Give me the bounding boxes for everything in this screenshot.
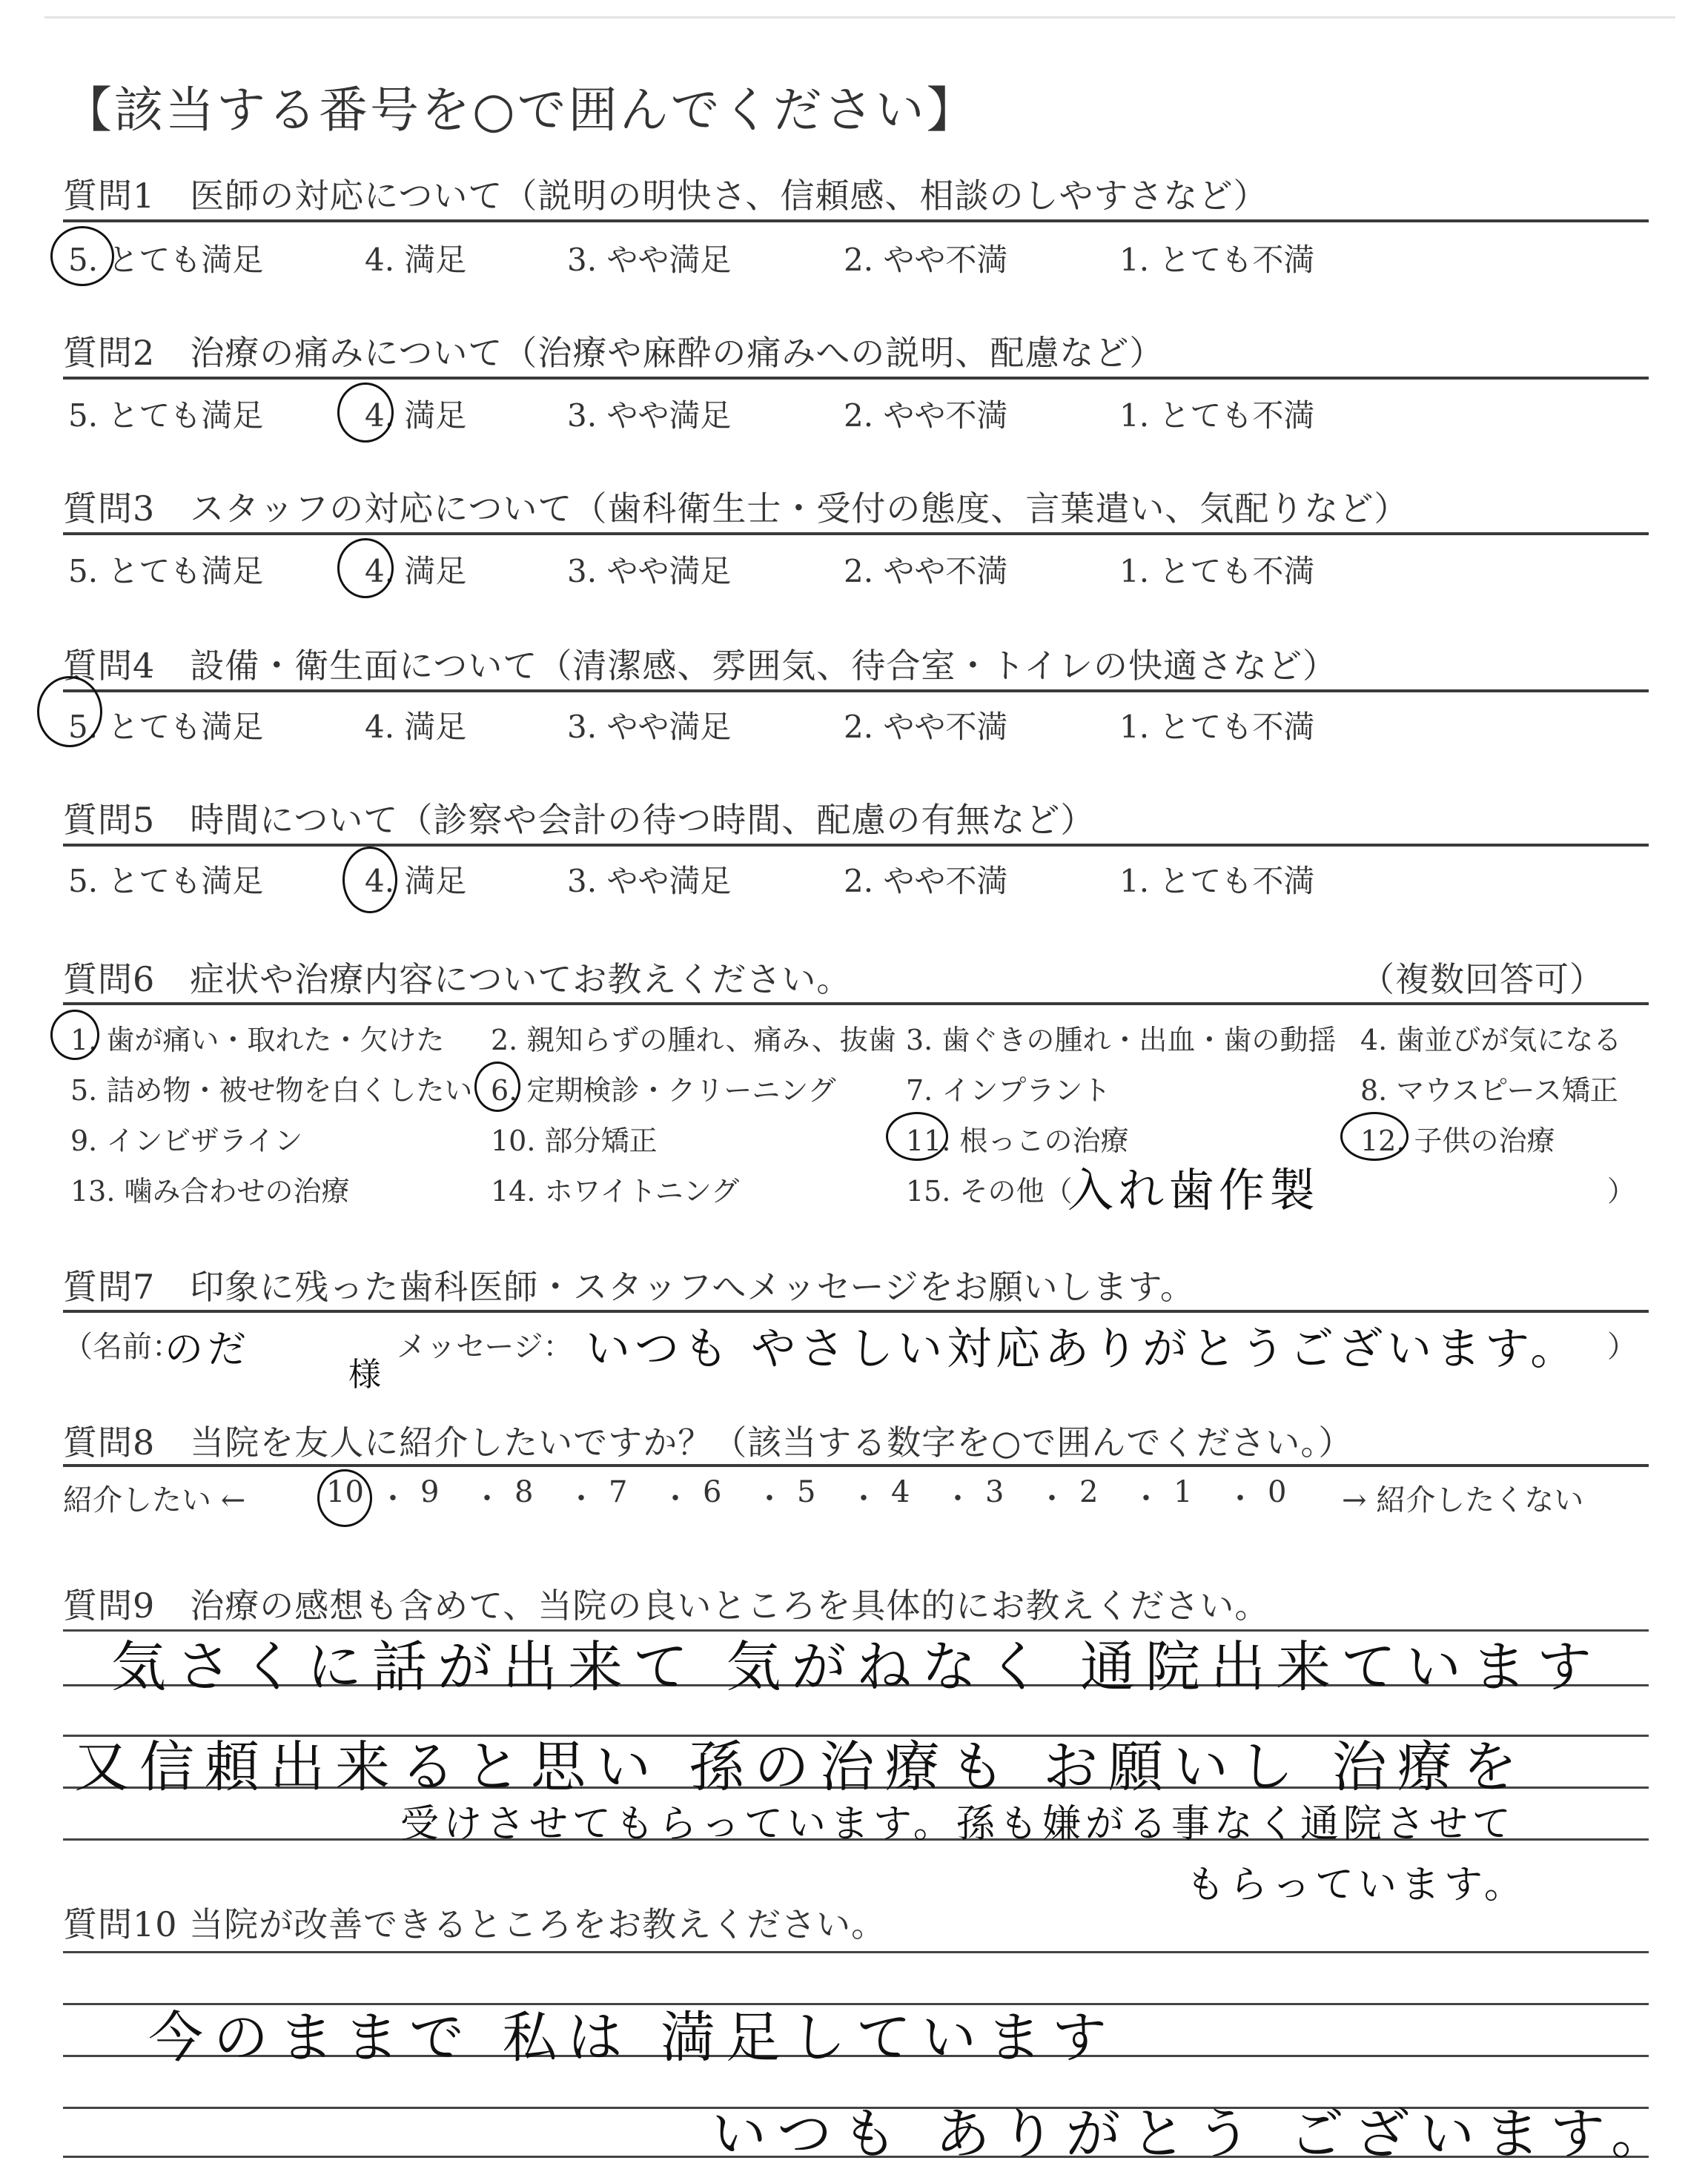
q6-choice-11[interactable]: 11. 根っこの治療 (906, 1125, 1129, 1157)
recommend-score-9[interactable]: 9 (420, 1475, 440, 1509)
q6-choice-10[interactable]: 10. 部分矯正 (491, 1125, 658, 1157)
page-title: 【該当する番号を○で囲んでください】 (63, 82, 978, 139)
q4-option-2[interactable]: 2. やや不満 (844, 709, 1008, 745)
q6-choice-14[interactable]: 14. ホワイトニング (491, 1175, 740, 1208)
scale-separator-dot: ・ (943, 1482, 973, 1516)
q7-name-handwritten: のだ (165, 1328, 251, 1372)
question-4: 質問4 設備・衛生面について（清潔感、雰囲気、待合室・トイレの快適さなど） (63, 646, 1338, 686)
recommend-score-0[interactable]: 0 (1268, 1475, 1287, 1509)
recommend-score-6[interactable]: 6 (703, 1475, 722, 1509)
q10-handwritten-1: 今のままで 私は 満足しています (148, 2006, 1118, 2070)
scale-separator-dot: ・ (661, 1482, 690, 1516)
q5-option-1[interactable]: 1. とても不満 (1119, 863, 1315, 899)
scale-separator-dot: ・ (755, 1482, 784, 1516)
recommend-score-4[interactable]: 4 (891, 1475, 910, 1509)
q6-choice-12[interactable]: 12. 子供の治療 (1360, 1125, 1555, 1157)
q6-choice-8[interactable]: 8. マウスピース矯正 (1360, 1074, 1618, 1107)
rule-q2 (63, 377, 1649, 380)
q2-option-1[interactable]: 1. とても不満 (1119, 397, 1315, 434)
scale-separator-dot: ・ (1225, 1482, 1255, 1516)
question-10: 質問10 当院が改善できるところをお教えください。 (63, 1904, 887, 1944)
q9-handwritten-4: もらっています。 (1186, 1863, 1527, 1907)
recommend-score-7[interactable]: 7 (609, 1475, 628, 1509)
scale-separator-dot: ・ (472, 1482, 502, 1516)
question-9: 質問9 治療の感想も含めて、当院の良いところを具体的にお教えください。 (63, 1586, 1270, 1626)
q9-handwritten-3: 受けさせてもらっています。孫も嫌がる事なく通院させて (400, 1802, 1515, 1847)
question-5: 質問5 時間について（診察や会計の待つ時間、配慮の有無など） (63, 800, 1096, 840)
q6-other-handwritten: 入れ歯作製 (1068, 1163, 1320, 1217)
rule-q1 (63, 219, 1649, 222)
recommend-right-label: → 紹介したくない (1342, 1483, 1584, 1517)
q1-option-3[interactable]: 3. やや満足 (567, 242, 732, 278)
rule-q5 (63, 844, 1649, 847)
q5-option-3[interactable]: 3. やや満足 (567, 863, 732, 899)
rule-q6 (63, 1002, 1649, 1005)
q4-option-4[interactable]: 4. 満足 (365, 709, 467, 745)
q6-choice-5[interactable]: 5. 詰め物・被せ物を白くしたい (70, 1074, 473, 1107)
scale-separator-dot: ・ (1131, 1482, 1161, 1516)
q7-name-honorific: 様 (348, 1356, 385, 1394)
q3-option-3[interactable]: 3. やや満足 (567, 553, 732, 589)
recommend-left-label: 紹介したい ← (63, 1483, 246, 1517)
q1-option-4[interactable]: 4. 満足 (365, 242, 467, 278)
q4-answer-circle (37, 676, 102, 747)
scale-separator-dot: ・ (849, 1482, 878, 1516)
q3-option-5[interactable]: 5. とても満足 (68, 553, 264, 589)
q7-close: ） (1607, 1330, 1637, 1364)
question-7: 質問7 印象に残った歯科医師・スタッフへメッセージをお願いします。 (63, 1267, 1195, 1307)
question-6: 質問6 症状や治療内容についてお教えください。 (63, 959, 852, 999)
q5-answer-circle (342, 847, 397, 913)
rule-q3 (63, 532, 1649, 535)
q6-choice-9[interactable]: 9. インビザライン (70, 1125, 303, 1157)
q6-choice-4[interactable]: 4. 歯並びが気になる (1360, 1024, 1622, 1056)
q2-option-3[interactable]: 3. やや満足 (567, 397, 732, 434)
scale-separator-dot: ・ (566, 1482, 596, 1516)
q9-handwritten-2: 又信頼出来ると思い 孫の治療も お願いし 治療を (74, 1735, 1528, 1799)
q2-option-4[interactable]: 4. 満足 (365, 397, 467, 434)
q3-option-4[interactable]: 4. 満足 (365, 553, 467, 589)
q5-option-2[interactable]: 2. やや不満 (844, 863, 1008, 899)
q2-option-5[interactable]: 5. とても満足 (68, 397, 264, 434)
scale-separator-dot: ・ (378, 1482, 408, 1516)
q1-option-5[interactable]: 5. とても満足 (68, 242, 264, 278)
q7-message-handwritten: いつも やさしい対応ありがとうございます。 (586, 1323, 1580, 1375)
q6-choice-6[interactable]: 6. 定期検診・クリーニング (491, 1074, 836, 1107)
multiple-answers-note: （複数回答可） (1360, 959, 1604, 999)
rule-q7 (63, 1310, 1649, 1313)
q6-choice-3[interactable]: 3. 歯ぐきの腫れ・出血・歯の動揺 (906, 1024, 1337, 1056)
q1-answer-circle (50, 226, 114, 286)
q5-option-4[interactable]: 4. 満足 (365, 863, 467, 899)
question-1: 質問1 医師の対応について（説明の明快さ、信頼感、相談のしやすさなど） (63, 176, 1268, 216)
q1-option-2[interactable]: 2. やや不満 (844, 242, 1008, 278)
q4-option-3[interactable]: 3. やや満足 (567, 709, 732, 745)
q7-name-label: （名前： (63, 1330, 182, 1364)
q6-circle-1 (50, 1010, 99, 1060)
q4-option-5[interactable]: 5. とても満足 (68, 709, 264, 745)
scale-separator-dot: ・ (1037, 1482, 1067, 1516)
q2-answer-circle (337, 383, 394, 443)
q5-option-5[interactable]: 5. とても満足 (68, 863, 264, 899)
q4-option-1[interactable]: 1. とても不満 (1119, 709, 1315, 745)
q3-answer-circle (337, 538, 394, 598)
q6-choice-2[interactable]: 2. 親知らずの腫れ、痛み、抜歯 (491, 1024, 896, 1056)
q10-line-1 (63, 1951, 1649, 1953)
recommend-score-2[interactable]: 2 (1079, 1475, 1099, 1509)
question-2: 質問2 治療の痛みについて（治療や麻酔の痛みへの説明、配慮など） (63, 333, 1165, 373)
q1-option-1[interactable]: 1. とても不満 (1119, 242, 1315, 278)
q6-circle-11 (886, 1112, 948, 1161)
q6-choice-15[interactable]: 15. その他（ (906, 1175, 1073, 1208)
question-3: 質問3 スタッフの対応について（歯科衛生士・受付の態度、言葉遣い、気配りなど） (63, 489, 1409, 529)
q6-circle-6 (474, 1062, 520, 1112)
top-edge (44, 16, 1675, 19)
q7-message-label: メッセージ： (397, 1330, 573, 1364)
q9-handwritten-1: 気さくに話が出来て 気がねなく 通院出来ています (111, 1635, 1603, 1699)
recommend-score-10[interactable]: 10 (326, 1475, 364, 1509)
q6-choice-1[interactable]: 1. 歯が痛い・取れた・欠けた (70, 1024, 445, 1056)
q8-answer-circle (317, 1469, 372, 1527)
q10-handwritten-2: いつも ありがとう ございます。 (712, 2102, 1677, 2166)
question-8: 質問8 当院を友人に紹介したいですか？（該当する数字を○で囲んでください。） (63, 1423, 1354, 1463)
q6-circle-12 (1340, 1112, 1409, 1161)
q6-choice-13[interactable]: 13. 噛み合わせの治療 (70, 1175, 350, 1208)
q3-option-2[interactable]: 2. やや不満 (844, 553, 1008, 589)
recommend-score-3[interactable]: 3 (985, 1475, 1004, 1509)
q2-option-2[interactable]: 2. やや不満 (844, 397, 1008, 434)
recommend-score-8[interactable]: 8 (514, 1475, 534, 1509)
rule-q8 (63, 1464, 1649, 1467)
rule-q4 (63, 689, 1649, 692)
recommend-score-1[interactable]: 1 (1174, 1475, 1193, 1509)
q3-option-1[interactable]: 1. とても不満 (1119, 553, 1315, 589)
q6-choice-7[interactable]: 7. インプラント (906, 1074, 1111, 1107)
recommend-score-5[interactable]: 5 (797, 1475, 816, 1509)
q6-other-close: ） (1607, 1175, 1636, 1208)
